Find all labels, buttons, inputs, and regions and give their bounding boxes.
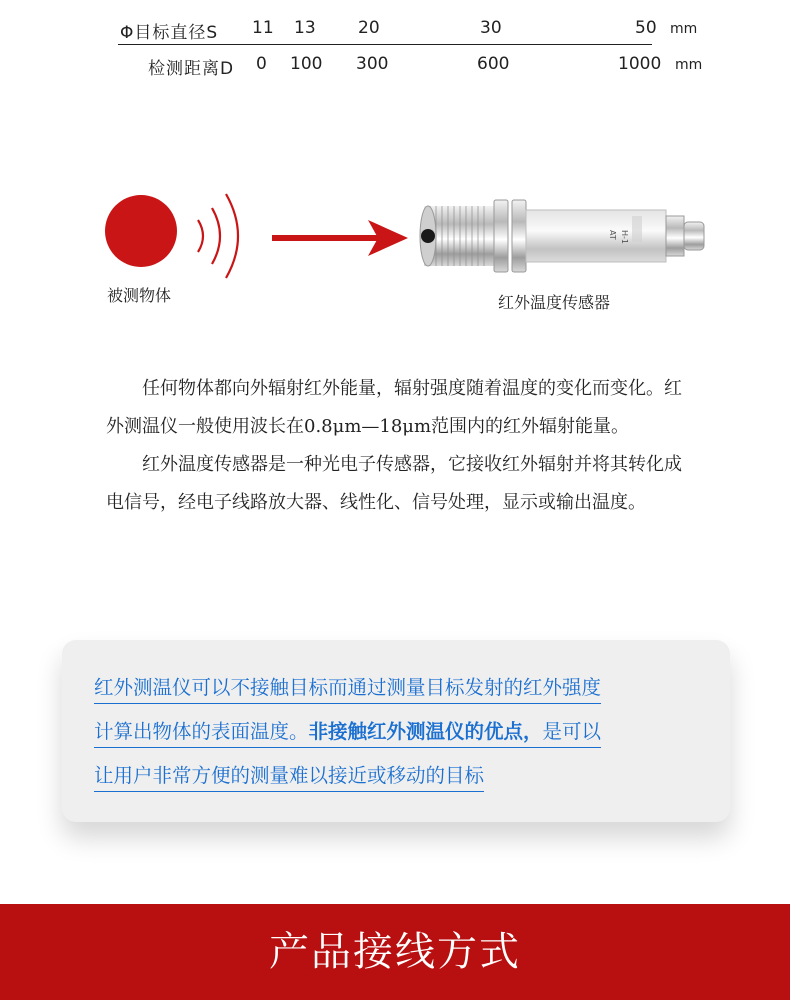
distance-value: 0 [256, 54, 267, 74]
sensor-marking: H-1 [620, 230, 629, 244]
diameter-value: 13 [294, 18, 316, 38]
highlight-text [94, 666, 704, 798]
infrared-waves-icon [192, 190, 262, 282]
sensor-marking: AT [608, 230, 617, 240]
infrared-sensor-image [410, 190, 710, 284]
highlight-line-end: 是可以 [542, 720, 602, 743]
paragraph: 红外温度传感器是一种光电子传感器，它接收红外辐射并将其转化成电信号，经电子线路放大器、线性化、信号处理，显示或输出温度。 [106, 454, 682, 513]
arrow-right-icon [272, 216, 412, 260]
distance-row-label: 检测距离D [148, 59, 235, 79]
measured-object-icon [105, 195, 177, 267]
distance-unit: mm [675, 57, 703, 73]
diameter-value: 20 [358, 18, 380, 38]
sensor-caption: 红外温度传感器 [498, 293, 611, 312]
section-title: 产品接线方式 [269, 929, 521, 975]
highlight-line: 红外测温仪可以不接触目标而通过测量目标发射的红外强度 [94, 676, 601, 704]
highlight-line: 让用户非常方便的测量难以接近或移动的目标 [94, 764, 484, 792]
highlight-line [94, 720, 601, 748]
diameter-value: 50 [635, 18, 657, 38]
diameter-value: 30 [480, 18, 502, 38]
distance-value: 300 [356, 54, 389, 74]
table-divider [118, 44, 652, 45]
distance-value: 600 [477, 54, 510, 74]
distance-value: 100 [290, 54, 323, 74]
description-text [106, 370, 696, 522]
diameter-row-label: Φ目标直径S [120, 23, 219, 43]
object-caption: 被测物体 [107, 286, 172, 305]
highlight-line-start: 计算出物体的表面温度。 [94, 720, 309, 743]
distance-value: 1000 [618, 54, 662, 74]
advantage-emphasis: 非接触红外测温仪的优点， [308, 720, 543, 743]
diameter-unit: mm [670, 21, 698, 37]
diameter-value: 11 [252, 18, 274, 38]
paragraph: 任何物体都向外辐射红外能量，辐射强度随着温度的变化而变化。红外测温仪一般使用波长在0.8μm—18μm范围内的红外辐射能量。 [106, 378, 682, 437]
